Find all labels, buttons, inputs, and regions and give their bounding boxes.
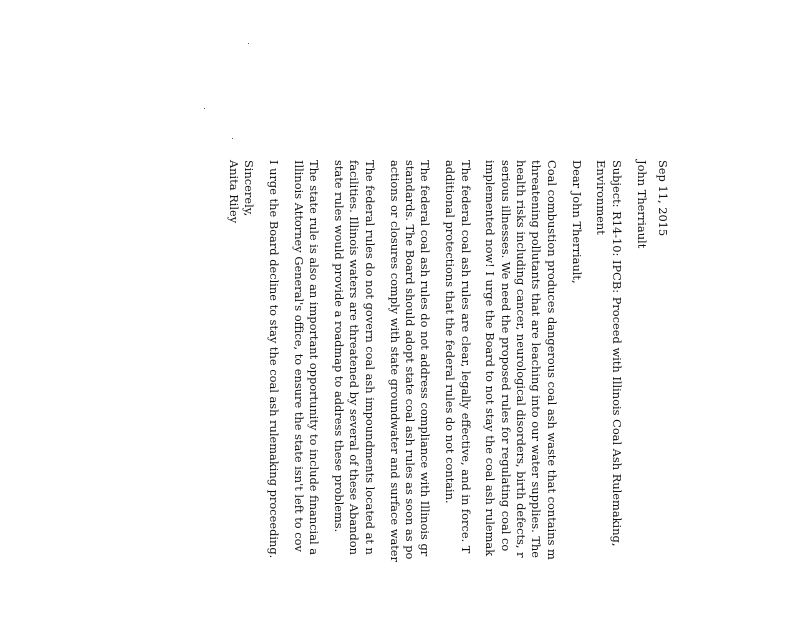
paragraph-line: Illinois Attorney General's office, to ensure the state isn't left to cov bbox=[291, 160, 306, 552]
paragraph-4 bbox=[331, 160, 377, 618]
paragraph-line: actions or closures comply with state groundwater and surface water bbox=[387, 160, 402, 562]
letter-closing: Sincerely, bbox=[242, 160, 257, 217]
paragraph-2 bbox=[442, 160, 473, 618]
letter-recipient: John Therriault bbox=[634, 160, 649, 249]
scan-speck bbox=[232, 138, 233, 139]
letter-salutation: Dear John Therriault, bbox=[569, 160, 584, 284]
paragraph-line: facilities. Illinois waters are threatened by several of these Abandon bbox=[347, 160, 362, 555]
paragraph-line: The federal coal ash rules do not address compliance with Illinois gr bbox=[418, 160, 433, 557]
paragraph-line: additional protections that the federal rules do not contain. bbox=[443, 160, 458, 504]
scan-speck bbox=[248, 43, 249, 44]
paragraph-3 bbox=[386, 160, 432, 618]
paragraph-line: The federal coal ash rules are clear, legally effective, and in force. T bbox=[458, 160, 473, 554]
letter-subject-line-2: Environment bbox=[594, 160, 609, 235]
paragraph-1 bbox=[482, 160, 559, 618]
letter-signature: Anita Riley bbox=[226, 160, 241, 224]
letter-date: Sep 11, 2015 bbox=[656, 160, 670, 237]
paragraph-line: Coal combustion produces dangerous coal ash waste that contains m bbox=[544, 160, 559, 560]
paragraph-line: The federal rules do not govern coal ash impoundments located at n bbox=[362, 160, 377, 555]
letter-body bbox=[226, 160, 671, 618]
paragraph-line: state rules would provide a roadmap to address these problems. bbox=[332, 160, 347, 533]
paragraph-line: The state rule is also an important opportunity to include financial a bbox=[307, 160, 322, 556]
paragraph-line: health risks including cancer, neurological disorders, birth defects, r bbox=[514, 160, 529, 558]
paragraph-line: standards. The Board should adopt state coal ash rules as soon as po bbox=[402, 160, 417, 560]
scan-speck bbox=[204, 108, 205, 109]
paragraph-6: I urge the Board decline to stay the coal ash rulemaking proceeding. bbox=[267, 160, 282, 559]
paragraph-line: serious illnesses. We need the proposed rules for regulating coal co bbox=[498, 160, 513, 552]
paragraph-line: threatening pollutants that are leaching into our water supplies. The bbox=[529, 160, 544, 559]
paragraph-line: implemented now! I urge the Board to not stay the coal ash rulemak bbox=[483, 160, 498, 557]
paragraph-5 bbox=[290, 160, 321, 618]
letter-subject-line-1: Subject: R14-10: IPCB: Proceed with Illinois Coal Ash Rulemaking, bbox=[609, 160, 624, 547]
